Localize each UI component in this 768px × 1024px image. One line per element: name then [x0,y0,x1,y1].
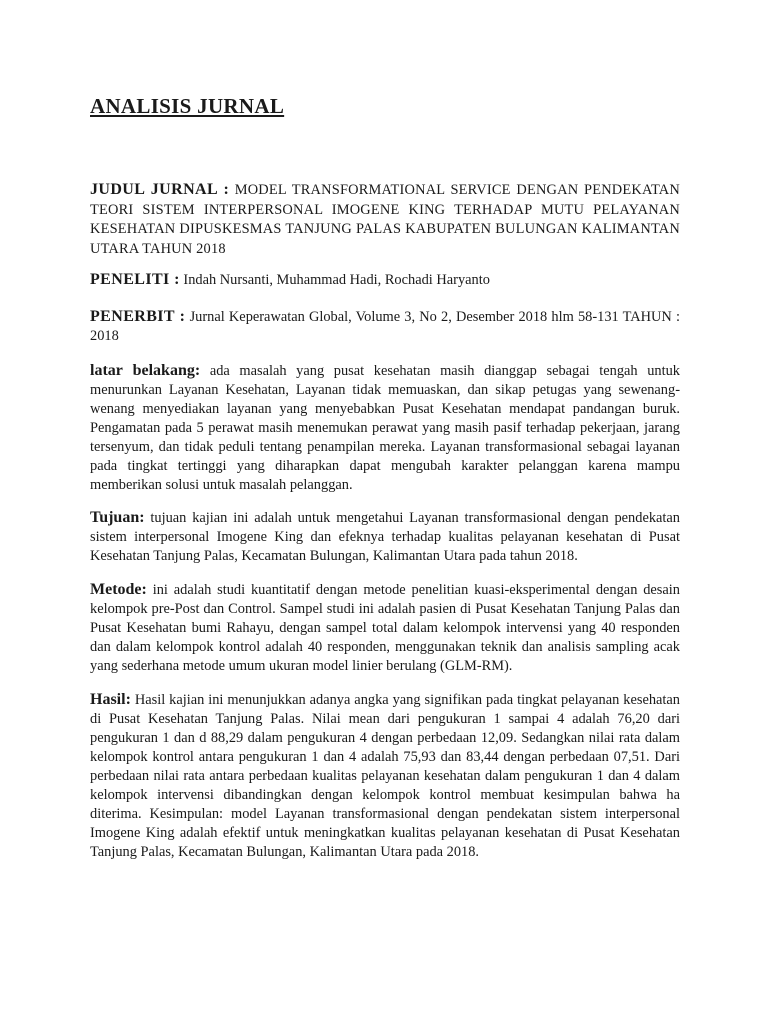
document-title: ANALISIS JURNAL [90,94,285,118]
peneliti-label: PENELITI : [90,271,180,288]
section-latar-belakang [90,361,680,495]
judul-label: JUDUL JURNAL : [90,181,230,198]
hasil-text: Hasil kajian ini menunjukkan adanya angka yang signifikan pada tingkat pelayanan kesehatan di Pusat Kesehatan Tanjung Palas. Nilai mean dari pengukuran 1 sampai 4 adalah 76,20 dari pengukuran 1 dan d 88,29 dalam pengukuran 4 dengan perbedaan 12,09. Sedangkan nilai rata dalam kelompok kontrol antara pengukuran 1 dan 4 adalah 75,93 dan 83,44 dengan perbedaan 07,51. Dari perbedaan nilai rata antara perbedaan kualitas pelayanan kesehatan dalam pengukuran 1 dan 4 dalam kelompok intervensi dibandingkan dengan kelompok kontrol membuat kesimpulan bahwa ha diterima. Kesimpulan: model Layanan transformasional dengan pendekatan sistem interpersonal Imogene King adalah efektif untuk meningkatkan kualitas pelayanan kesehatan di Pusat Kesehatan Tanjung Palas, Kecamatan Bulungan, Kalimantan Utara pada 2018. [90,692,680,860]
section-metode [90,580,680,676]
penerbit-label: PENERBIT : [90,308,186,325]
metode-label: Metode: [90,581,147,598]
tujuan-text: tujuan kajian ini adalah untuk mengetahui Layanan transformasional dengan pendekatan sistem interpersonal Imogene King dan efeknya terhadap kualitas pelayanan kesehatan di Pusat Kesehatan Tanjung Palas, Kecamatan Bulungan, Kalimantan Utara pada tahun 2018. [90,510,680,564]
hasil-label: Hasil: [90,691,131,708]
peneliti-text: Indah Nursanti, Muhammad Hadi, Rochadi Haryanto [183,272,490,288]
penerbit-text: Jurnal Keperawatan Global, Volume 3, No 2, Desember 2018 hlm 58-131 TAHUN : 2018 [90,309,680,344]
section-penerbit [90,307,680,346]
section-hasil [90,690,680,862]
section-judul-jurnal [90,180,680,259]
section-tujuan [90,508,680,566]
metode-text: ini adalah studi kuantitatif dengan metode penelitian kuasi-eksperimental dengan desain kelompok pre-Post dan Control. Sampel studi ini adalah pasien di Pusat Kesehatan Tanjung Palas dan Pusat Kesehatan bumi Rahayu, dengan sampel total dalam kelompok intervensi yang 40 responden dan dalam kelompok kontrol adalah 40 responden, menggunakan teknik dan analisis sampling acak yang sederhana metode umum ukuran model linier berulang (GLM-RM). [90,582,680,674]
section-peneliti [90,270,680,290]
latar-text: ada masalah yang pusat kesehatan masih dianggap sebagai tengah untuk menurunkan Layanan Kesehatan, Layanan tidak memuaskan, dan sikap petugas yang sewenang-wenang menyediakan layanan yang menyebabkan Pusat Kesehatan mendapat pandangan buruk. Pengamatan pada 5 perawat masih menemukan perawat yang masih pasif terhadap pekerjaan, jarang tersenyum, dan tidak peduli tentang penampilan mereka. Layanan transformasional sebagai layanan pada tingkat tertinggi yang diharapkan dapat mengubah karakter pelanggan karena mampu memberikan solusi untuk masalah pelanggan. [90,363,680,493]
tujuan-label: Tujuan: [90,509,145,526]
latar-label: latar belakang: [90,362,201,379]
judul-text: MODEL TRANSFORMATIONAL SERVICE DENGAN PENDEKATAN TEORI SISTEM INTERPERSONAL IMOGENE KING TERHADAP MUTU PELAYANAN KESEHATAN DIPUSKESMAS TANJUNG PALAS KABUPATEN BULUNGAN KALIMANTAN UTARA TAHUN 2018 [90,182,680,257]
